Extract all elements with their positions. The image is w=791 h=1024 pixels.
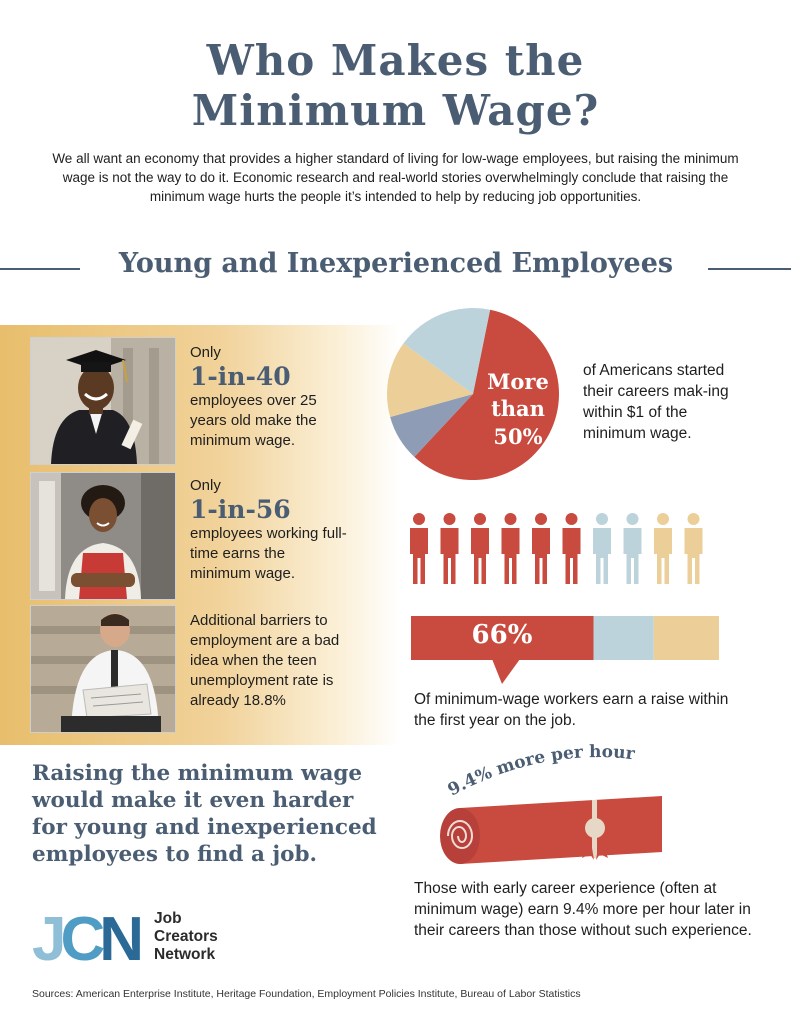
person-icon xyxy=(410,513,428,584)
stat-1-text: employees over 25 years old make the minimum wage. xyxy=(190,392,317,449)
job-seeker-photo xyxy=(30,605,176,733)
person-icon xyxy=(502,513,520,584)
pie-caption: of Americans started their careers mak-ing within $1 of the minimum wage. xyxy=(583,362,729,442)
section-rule-left xyxy=(0,268,80,270)
jcn-logo-words xyxy=(154,910,218,964)
jcn-logo-line-2: Creators xyxy=(154,928,218,945)
title-line-2: Minimum Wage? xyxy=(191,86,600,135)
people-pictogram xyxy=(402,512,722,586)
section-rule-right xyxy=(708,268,791,270)
stat-3-text: Additional barriers to employment are a bad idea when the teen unemployment rate is already 18.8% xyxy=(190,612,340,709)
stat-1-value: 1-in-40 xyxy=(190,362,291,391)
raise-bar-blue-segment xyxy=(594,616,654,660)
pie-label-line-1: More xyxy=(487,369,549,394)
stat-2-prefix: Only xyxy=(190,477,221,494)
stat-1 xyxy=(190,343,390,451)
stat-2 xyxy=(190,476,390,584)
intro-paragraph: We all want an economy that provides a higher standard of living for low-wage employees, but raising the minimum wage is not the way to do it. Economic research and real-world stories overwhelmingly conclude that raising the minimum wage hurts the people it’s intended to help by reducing job opportunities. xyxy=(52,151,739,204)
person-icon xyxy=(563,513,581,584)
graduate-photo xyxy=(30,337,176,465)
pie-label-line-3: 50% xyxy=(493,424,543,449)
person-icon xyxy=(685,513,703,584)
stat-2-text: employees working full-time earns the minimum wage. xyxy=(190,525,347,582)
stat-2-value: 1-in-56 xyxy=(190,495,291,524)
diploma-scroll xyxy=(430,740,690,880)
jcn-logo-line-3: Network xyxy=(154,946,216,963)
section-title: Young and Inexperienced Employees xyxy=(118,248,674,279)
jcn-logo xyxy=(32,906,262,966)
svg-text:JCN: JCN xyxy=(32,906,139,966)
jcn-logo-mark xyxy=(32,906,152,966)
page-title xyxy=(0,36,791,136)
person-icon xyxy=(471,513,489,584)
barista-photo xyxy=(30,472,176,600)
raise-bar-label: 66% xyxy=(471,620,533,650)
title-line-1: Who Makes the xyxy=(206,36,585,85)
scroll-caption: Those with early career experience (often at minimum wage) earn 9.4% more per hour later in their careers than those without such experience. xyxy=(414,880,752,939)
sources-footnote: Sources: American Enterprise Institute, Heritage Foundation, Employment Policies Institute, Bureau of Labor Statistics xyxy=(32,988,581,1000)
pie-label xyxy=(470,368,566,451)
raise-bar-pointer xyxy=(492,659,520,684)
stat-3 xyxy=(190,611,365,711)
person-icon xyxy=(593,513,611,584)
stat-1-prefix: Only xyxy=(190,344,221,361)
raise-bar-gold-segment xyxy=(654,616,719,660)
person-icon xyxy=(441,513,459,584)
person-icon xyxy=(624,513,642,584)
scroll-arc-text: 9.4% more per hour xyxy=(444,742,636,801)
raise-caption: Of minimum-wage workers earn a raise within the first year on the job. xyxy=(414,691,729,729)
jcn-logo-line-1: Job xyxy=(154,910,182,927)
person-icon xyxy=(532,513,550,584)
person-icon xyxy=(654,513,672,584)
pie-label-line-2: than xyxy=(491,396,545,421)
callout-text: Raising the minimum wage would make it even harder for young and inexperienced employees to find a job. xyxy=(32,761,377,867)
